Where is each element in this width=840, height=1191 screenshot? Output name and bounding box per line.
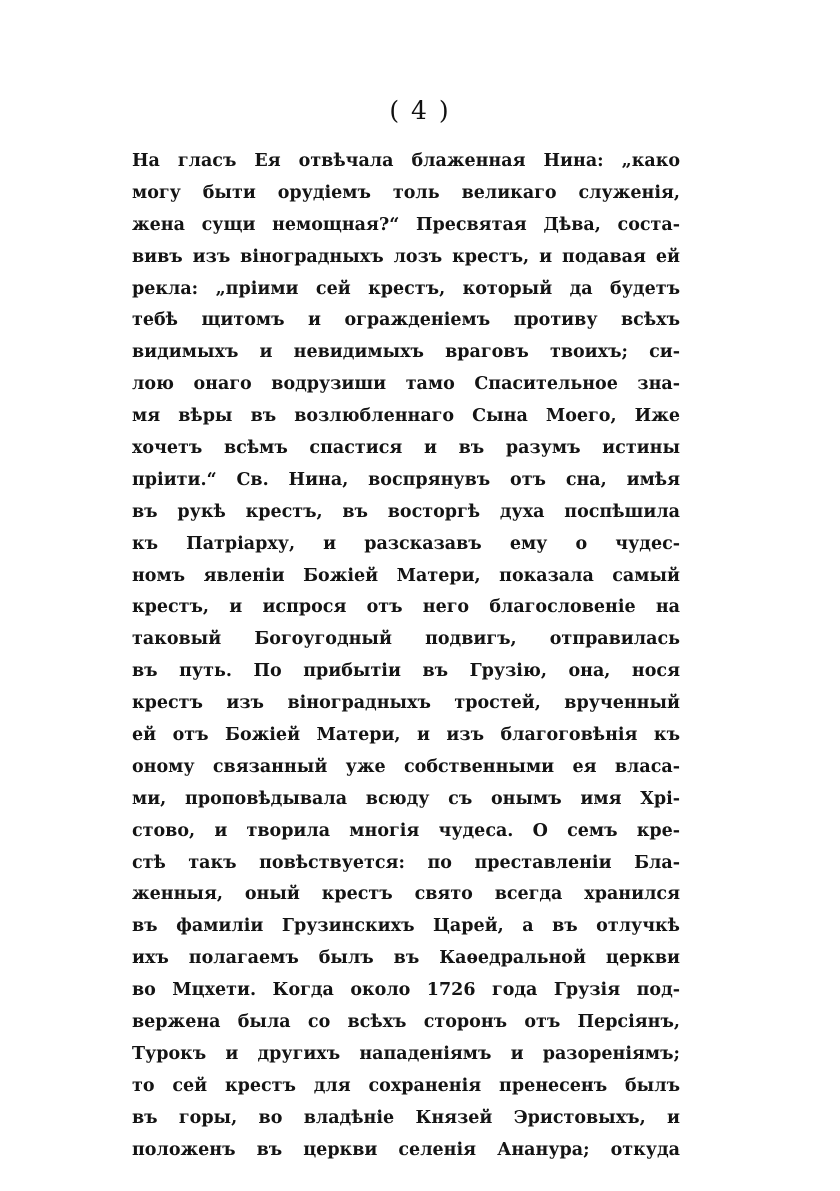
text-line: мя вѣры въ возлюбленнаго Сына Моего, Иже (132, 406, 680, 427)
text-line: номъ явленіи Божіей Матери, показала самый (132, 565, 680, 586)
text-line: вивъ изъ віноградныхъ лозъ крестъ, и подавая ей (132, 246, 680, 267)
text-line: Турокъ и другихъ нападеніямъ и разореніямъ; (132, 1043, 680, 1064)
text-line: въ горы, во владѣніе Князей Эристовыхъ, и (132, 1107, 680, 1128)
text-line: стѣ такъ повѣствуется: по преставленіи Бла- (132, 852, 680, 873)
text-line: женныя, оный крестъ свято всегда хранился (132, 884, 680, 905)
text-line: видимыхъ и невидимыхъ враговъ твоихъ; си- (132, 342, 680, 363)
text-line: оному связанный уже собственными ея власа- (132, 756, 680, 777)
text-line: въ путь. По прибытіи въ Грузію, она, нося (132, 661, 680, 682)
text-line: рекла: „пріими сей крестъ, который да будетъ (132, 278, 680, 299)
text-line: стово, и творила многія чудеса. О семъ кре- (132, 820, 680, 841)
text-line: хочетъ всѣмъ спастися и въ разумъ истины (132, 438, 680, 459)
text-line: пріити.“ Св. Нина, воспрянувъ отъ сна, имѣя (132, 469, 680, 490)
page-number: ( 4 ) (389, 96, 451, 125)
text-line: крестъ, и испрося отъ него благословеніе на (132, 597, 680, 618)
text-line: вержена была со всѣхъ сторонъ отъ Персіянъ, (132, 1012, 680, 1033)
text-line: ихъ полагаемъ былъ въ Каѳедральной церкви (132, 948, 680, 969)
text-line: къ Патріарху, и разсказавъ ему о чудес- (132, 533, 680, 554)
text-line: крестъ изъ віноградныхъ тростей, врученный (132, 693, 680, 714)
text-line: лою онаго водрузиши тамо Спасительное зна- (132, 374, 680, 395)
text-line: въ фамиліи Грузинскихъ Царей, а въ отлучкѣ (132, 916, 680, 937)
body-text (132, 146, 680, 1167)
text-line: жена сущи немощная?“ Пресвятая Дѣва, соста- (132, 214, 680, 235)
text-line: положенъ въ церкви селенія Ананура; откуда (132, 1139, 680, 1160)
text-line: таковый Богоугодный подвигъ, отправилась (132, 629, 680, 650)
text-line: тебѣ щитомъ и огражденіемъ противу всѣхъ (132, 310, 680, 331)
text-line: въ рукѣ крестъ, въ восторгѣ духа поспѣшила (132, 501, 680, 522)
text-line: ей отъ Божіей Матери, и изъ благоговѣнія къ (132, 725, 680, 746)
text-line: ми, проповѣдывала всюду съ онымъ имя Хрі- (132, 788, 680, 809)
text-line: то сей крестъ для сохраненія пренесенъ былъ (132, 1075, 680, 1096)
text-line: могу быти орудіемъ толь великаго служенія, (132, 182, 680, 203)
text-line: во Мцхети. Когда около 1726 года Грузія под- (132, 980, 680, 1001)
text-line: На гласъ Ея отвѣчала блаженная Нина: „како (132, 151, 680, 171)
